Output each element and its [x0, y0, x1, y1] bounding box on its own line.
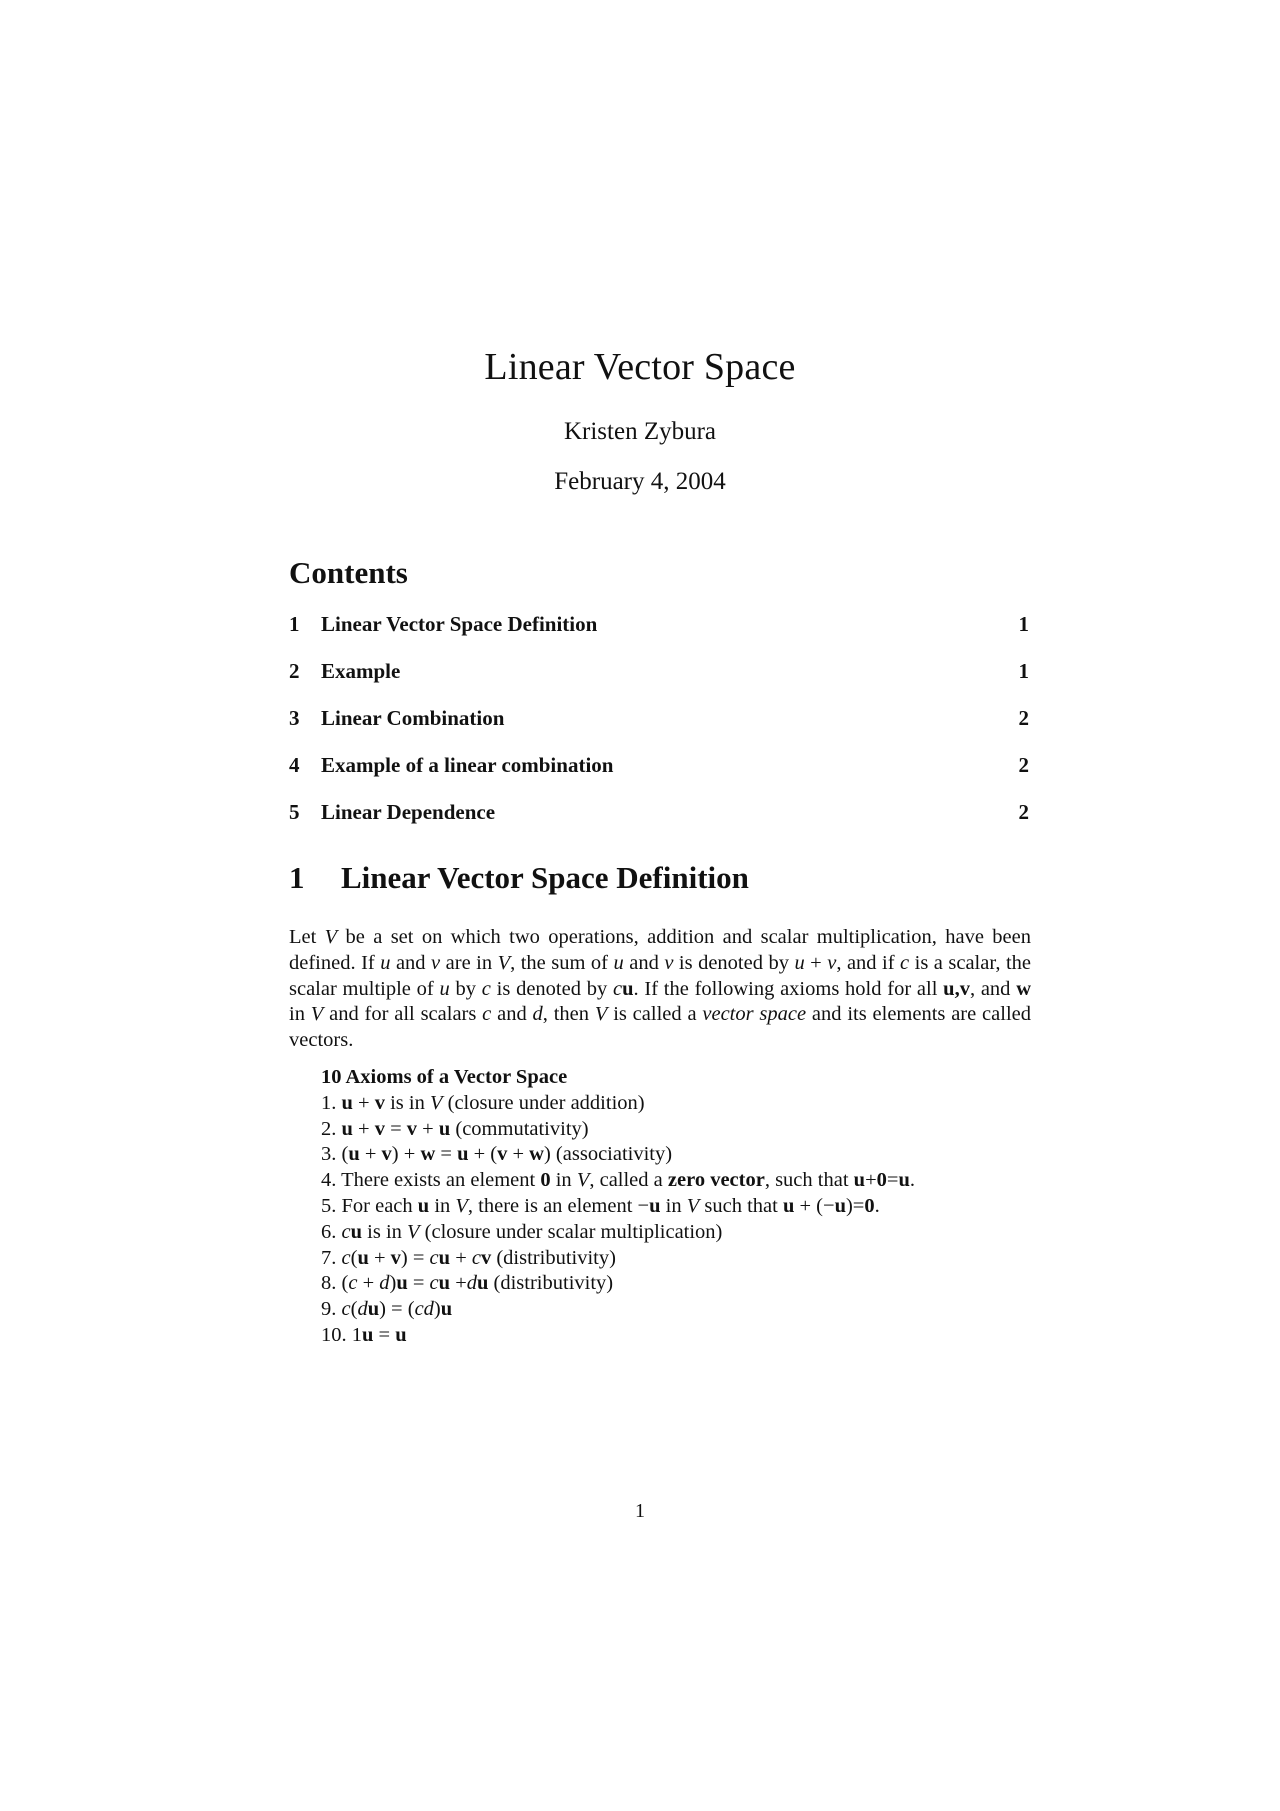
- toc-entry-title: Linear Dependence: [321, 800, 496, 824]
- paragraph-text: and for all scalars: [323, 1003, 483, 1026]
- axiom-text: 0: [864, 1194, 875, 1217]
- axiom-text: , called a: [589, 1169, 668, 1192]
- axiom-text: V: [576, 1169, 590, 1192]
- section-number: 1: [289, 860, 305, 895]
- paragraph-text: d: [532, 1003, 543, 1026]
- paragraph-text: u: [380, 951, 391, 974]
- axiom-text: =: [373, 1323, 396, 1346]
- paragraph-text: V: [310, 1003, 324, 1026]
- paragraph-text: c: [900, 951, 910, 974]
- paragraph-text: by: [449, 977, 482, 1000]
- axiom-text: ) = (: [379, 1298, 415, 1321]
- paragraph-text: are in: [440, 951, 498, 974]
- axiom-text: =: [407, 1272, 430, 1295]
- axiom-text: u: [440, 1298, 453, 1321]
- axiom-text: u: [649, 1194, 661, 1217]
- definition-paragraph: [289, 925, 1031, 1054]
- paragraph-text: v: [664, 951, 674, 974]
- axioms-title: 10 Axioms of a Vector Space: [321, 1066, 568, 1088]
- axiom-text: V: [429, 1091, 443, 1114]
- paragraph-text: , then: [542, 1003, 595, 1026]
- paragraph-text: and: [491, 1003, 533, 1026]
- axiom-text: u: [853, 1169, 866, 1192]
- contents-heading: Contents: [289, 555, 408, 590]
- axiom-text: (commutativity): [450, 1117, 589, 1140]
- paragraph-text: +: [804, 951, 828, 974]
- axiom-text: ) (associativity): [543, 1143, 673, 1166]
- axioms-list: [321, 1091, 1041, 1349]
- axiom-text: u: [898, 1169, 910, 1192]
- axiom-text: =: [435, 1143, 458, 1166]
- axiom-text: 6.: [321, 1220, 342, 1243]
- axiom-text: in: [429, 1194, 456, 1217]
- paragraph-text: u: [439, 977, 450, 1000]
- axiom-text: d: [357, 1298, 368, 1321]
- toc-entry[interactable]: [289, 753, 1029, 800]
- axiom-text: +: [417, 1117, 439, 1140]
- axiom-text: in: [550, 1169, 577, 1192]
- toc-entry-number: 5: [289, 800, 300, 824]
- document-date: February 4, 2004: [554, 468, 726, 495]
- axiom-text: , such that: [764, 1169, 854, 1192]
- axiom-text: v: [480, 1246, 492, 1269]
- paragraph-text: , and: [969, 977, 1017, 1000]
- axiom-item: [321, 1271, 1041, 1297]
- axiom-text: u: [367, 1298, 380, 1321]
- axiom-item: [321, 1194, 1041, 1220]
- axiom-text: w: [420, 1143, 436, 1166]
- axiom-text: u: [438, 1272, 451, 1295]
- axiom-text: u: [396, 1272, 408, 1295]
- paragraph-text: , the sum of: [510, 951, 614, 974]
- paragraph-text: , and if: [836, 951, 901, 974]
- axiom-text: +: [450, 1272, 467, 1295]
- axiom-text: 3. (: [321, 1143, 349, 1166]
- toc-entry-title: Example of a linear combination: [321, 753, 614, 777]
- axiom-text: c: [348, 1272, 358, 1295]
- axiom-text: (: [350, 1246, 358, 1269]
- axiom-text: v: [406, 1117, 418, 1140]
- toc-entry-number: 3: [289, 706, 300, 730]
- axiom-text: ) =: [400, 1246, 430, 1269]
- axiom-item: [321, 1246, 1041, 1272]
- paragraph-text: in: [289, 1003, 311, 1026]
- axiom-text: v: [381, 1143, 392, 1166]
- axiom-text: ): [389, 1272, 397, 1295]
- axiom-text: u: [834, 1194, 846, 1217]
- axiom-item: [321, 1142, 1041, 1168]
- paragraph-text: vector space: [702, 1003, 807, 1026]
- axiom-text: u: [341, 1117, 353, 1140]
- axiom-item: [321, 1091, 1041, 1117]
- axiom-text: +: [368, 1246, 391, 1269]
- paragraph-text: u: [622, 977, 634, 1000]
- axiom-item: [321, 1168, 1041, 1194]
- axiom-text: 1.: [321, 1091, 342, 1114]
- toc-entry-page: 1: [1018, 612, 1029, 636]
- paragraph-text: and its elements are called vectors.: [289, 1003, 1031, 1052]
- axiom-text: u: [438, 1117, 451, 1140]
- axiom-item: [321, 1220, 1041, 1246]
- toc-entry[interactable]: [289, 800, 1029, 847]
- axiom-text: 5. For each: [321, 1194, 418, 1217]
- axiom-text: V: [686, 1194, 700, 1217]
- axiom-text: cd: [414, 1298, 434, 1321]
- toc-entry-number: 4: [289, 753, 300, 777]
- axiom-text: d: [466, 1272, 477, 1295]
- paragraph-text: c: [482, 1003, 492, 1026]
- axioms-block: [321, 1065, 1041, 1349]
- paragraph-text: c: [481, 977, 491, 1000]
- paragraph-text: be a set on which two operations, addition and scalar multiplication, have been defined. If: [289, 926, 1031, 974]
- paragraph-text: is called a: [607, 1003, 703, 1026]
- axiom-text: in: [660, 1194, 687, 1217]
- paragraph-text: and: [390, 951, 432, 974]
- axiom-text: 9.: [321, 1298, 342, 1321]
- page-number: 1: [635, 1500, 645, 1522]
- document-author: Kristen Zybura: [563, 418, 717, 445]
- axiom-text: =: [384, 1117, 407, 1140]
- axiom-text: u: [357, 1246, 369, 1269]
- section-heading: [289, 860, 749, 896]
- axiom-text: u: [782, 1194, 795, 1217]
- paragraph-text: v: [827, 951, 837, 974]
- toc-entry-title: Linear Vector Space Definition: [321, 612, 598, 636]
- axiom-item: [321, 1297, 1041, 1323]
- axiom-text: v: [374, 1117, 385, 1140]
- axiom-text: .: [909, 1169, 915, 1192]
- axiom-text: +: [357, 1272, 380, 1295]
- axiom-text: +: [352, 1117, 375, 1140]
- axiom-text: u: [395, 1323, 407, 1346]
- axiom-text: v: [497, 1143, 508, 1166]
- axiom-text: 2.: [321, 1117, 342, 1140]
- axiom-text: +: [352, 1091, 375, 1114]
- paragraph-text: V: [497, 951, 511, 974]
- axiom-text: v: [374, 1091, 385, 1114]
- toc-entry-page: 2: [1018, 753, 1029, 777]
- toc-entry-page: 1: [1018, 659, 1029, 683]
- axiom-text: , there is an element −: [467, 1194, 650, 1217]
- axiom-text: v: [390, 1246, 401, 1269]
- axiom-text: + (−: [794, 1194, 835, 1217]
- axiom-text: +: [450, 1246, 472, 1269]
- axiom-text: (distributivity): [488, 1272, 614, 1295]
- axiom-text: (closure under addition): [442, 1091, 645, 1114]
- axiom-text: w: [529, 1143, 544, 1166]
- axiom-text: c: [429, 1246, 439, 1269]
- axiom-text: u: [348, 1143, 360, 1166]
- section-title: Linear Vector Space Definition: [341, 860, 749, 895]
- axiom-text: =: [886, 1169, 899, 1192]
- paragraph-text: u: [613, 951, 624, 974]
- paragraph-text: Let: [289, 926, 325, 948]
- toc-entry-page: 2: [1018, 800, 1029, 824]
- axiom-text: 8. (: [321, 1272, 349, 1295]
- toc-entry-title: Example: [321, 659, 401, 683]
- axiom-text: u: [417, 1194, 430, 1217]
- axiom-text: + (: [468, 1143, 498, 1166]
- axiom-text: c: [341, 1298, 351, 1321]
- axiom-text: (distributivity): [491, 1246, 616, 1269]
- axiom-text: ) +: [391, 1143, 421, 1166]
- axiom-text: is in: [362, 1220, 408, 1243]
- axiom-text: is in: [384, 1091, 430, 1114]
- axiom-text: u: [477, 1272, 489, 1295]
- axiom-text: u: [341, 1091, 353, 1114]
- axiom-text: c: [341, 1246, 351, 1269]
- axiom-text: 0: [540, 1169, 551, 1192]
- paragraph-text: u,v: [943, 977, 970, 1000]
- toc-entry-title: Linear Combination: [321, 706, 505, 730]
- paragraph-text: c: [612, 977, 623, 1000]
- toc-entry-number: 1: [289, 612, 300, 636]
- toc-entry[interactable]: [289, 706, 1029, 753]
- axiom-text: V: [455, 1194, 468, 1217]
- axiom-text: c: [341, 1220, 351, 1243]
- axiom-text: (closure under scalar multiplication): [419, 1220, 723, 1243]
- axiom-text: c: [429, 1272, 439, 1295]
- axiom-text: +: [507, 1143, 530, 1166]
- paragraph-text: . If the following axioms hold for all: [633, 977, 944, 1000]
- paragraph-text: is denoted by: [673, 951, 795, 974]
- axiom-text: u: [350, 1220, 363, 1243]
- axiom-text: +: [359, 1143, 382, 1166]
- axiom-text: 7.: [321, 1246, 342, 1269]
- axiom-text: ): [433, 1298, 441, 1321]
- document-title: Linear Vector Space: [484, 346, 796, 388]
- paragraph-text: and: [623, 951, 665, 974]
- axiom-text: c: [471, 1246, 481, 1269]
- toc-entry[interactable]: [289, 659, 1029, 706]
- paragraph-text: V: [324, 926, 338, 948]
- toc-entry[interactable]: [289, 612, 1029, 659]
- axiom-text: 0: [876, 1169, 887, 1192]
- toc-entry-page: 2: [1018, 706, 1029, 730]
- paragraph-text: v: [431, 951, 441, 974]
- paragraph-text: is a scalar, the scalar multiple of: [289, 951, 1031, 1000]
- axiom-text: (: [350, 1298, 358, 1321]
- axiom-item: [321, 1323, 1041, 1349]
- axiom-text: u: [362, 1323, 374, 1346]
- paragraph-text: is denoted by: [490, 977, 613, 1000]
- axiom-text: 10. 1: [321, 1323, 362, 1346]
- axiom-text: u: [438, 1246, 451, 1269]
- axiom-text: d: [379, 1272, 390, 1295]
- paragraph-text: u: [794, 951, 805, 974]
- axiom-text: .: [874, 1194, 880, 1217]
- axiom-text: )=: [845, 1194, 865, 1217]
- paragraph-text: w: [1016, 977, 1032, 1000]
- axiom-text: 4. There exists an element: [321, 1169, 541, 1192]
- axiom-text: such that: [699, 1194, 783, 1217]
- axiom-text: V: [407, 1220, 420, 1243]
- axiom-text: +: [865, 1169, 877, 1192]
- axiom-text: zero vector: [667, 1169, 765, 1192]
- axiom-item: [321, 1117, 1041, 1143]
- axiom-text: u: [457, 1143, 469, 1166]
- table-of-contents: [289, 612, 1029, 847]
- paragraph-text: V: [594, 1003, 608, 1026]
- toc-entry-number: 2: [289, 659, 300, 683]
